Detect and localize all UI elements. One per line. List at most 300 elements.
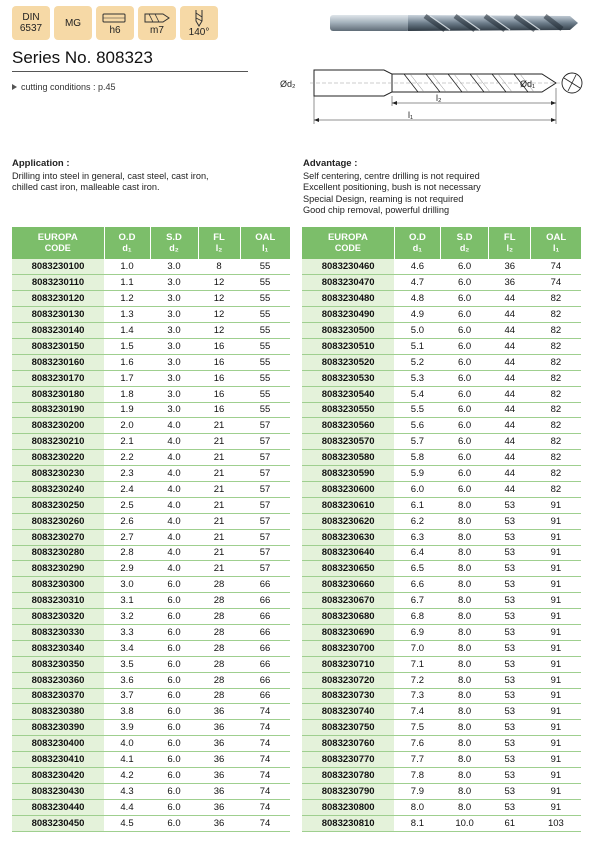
advantage-line: Excellent positioning, bush is not necessary bbox=[303, 182, 481, 192]
cell-shank-diameter: 8.0 bbox=[440, 704, 488, 720]
series-title: Series No. 808323 bbox=[12, 48, 153, 67]
cell-overall-length: 74 bbox=[240, 736, 290, 752]
cell-europa-code: 8083230380 bbox=[12, 704, 104, 720]
cell-europa-code: 8083230370 bbox=[12, 688, 104, 704]
cell-outer-diameter: 5.2 bbox=[394, 354, 440, 370]
table-row bbox=[12, 338, 290, 354]
cell-overall-length: 82 bbox=[531, 386, 581, 402]
table-row bbox=[12, 768, 290, 784]
cell-overall-length: 66 bbox=[240, 656, 290, 672]
cell-outer-diameter: 5.5 bbox=[394, 402, 440, 418]
cell-shank-diameter: 6.0 bbox=[440, 323, 488, 339]
table-row bbox=[12, 640, 290, 656]
cell-overall-length: 91 bbox=[531, 545, 581, 561]
cell-shank-diameter: 6.0 bbox=[440, 481, 488, 497]
cell-outer-diameter: 3.8 bbox=[104, 704, 150, 720]
cell-outer-diameter: 1.5 bbox=[104, 338, 150, 354]
cell-outer-diameter: 5.6 bbox=[394, 418, 440, 434]
cell-overall-length: 55 bbox=[240, 307, 290, 323]
cell-flute-length: 28 bbox=[198, 656, 240, 672]
cell-europa-code: 8083230510 bbox=[302, 338, 394, 354]
cell-shank-diameter: 8.0 bbox=[440, 561, 488, 577]
cell-overall-length: 91 bbox=[531, 720, 581, 736]
shank-tolerance-label: h6 bbox=[109, 24, 121, 36]
cell-shank-diameter: 4.0 bbox=[150, 418, 198, 434]
table-row bbox=[302, 466, 581, 482]
table-row bbox=[302, 513, 581, 529]
cell-outer-diameter: 7.6 bbox=[394, 736, 440, 752]
table-row bbox=[302, 720, 581, 736]
cell-outer-diameter: 2.6 bbox=[104, 513, 150, 529]
cell-flute-length: 36 bbox=[489, 259, 531, 275]
cell-shank-diameter: 6.0 bbox=[150, 704, 198, 720]
cell-europa-code: 8083230480 bbox=[302, 291, 394, 307]
cell-europa-code: 8083230720 bbox=[302, 672, 394, 688]
cell-flute-length: 16 bbox=[198, 386, 240, 402]
cell-overall-length: 66 bbox=[240, 640, 290, 656]
cell-europa-code: 8083230140 bbox=[12, 323, 104, 339]
cell-shank-diameter: 8.0 bbox=[440, 752, 488, 768]
cell-overall-length: 57 bbox=[240, 481, 290, 497]
cell-europa-code: 8083230800 bbox=[302, 799, 394, 815]
cell-flute-length: 36 bbox=[198, 704, 240, 720]
cell-overall-length: 91 bbox=[531, 752, 581, 768]
cell-europa-code: 8083230260 bbox=[12, 513, 104, 529]
table-row bbox=[302, 624, 581, 640]
cell-europa-code: 8083230360 bbox=[12, 672, 104, 688]
col-europa-code: EUROPA CODE bbox=[302, 227, 394, 259]
cell-europa-code: 8083230790 bbox=[302, 783, 394, 799]
cell-europa-code: 8083230550 bbox=[302, 402, 394, 418]
cell-outer-diameter: 2.0 bbox=[104, 418, 150, 434]
col-flute-length: FL l₂ bbox=[489, 227, 531, 259]
cell-europa-code: 8083230190 bbox=[12, 402, 104, 418]
table-row bbox=[12, 609, 290, 625]
cell-europa-code: 8083230520 bbox=[302, 354, 394, 370]
cell-shank-diameter: 8.0 bbox=[440, 768, 488, 784]
diagram-label-l2: l₂ bbox=[436, 93, 442, 103]
table-row bbox=[12, 418, 290, 434]
cell-outer-diameter: 6.0 bbox=[394, 481, 440, 497]
cell-flute-length: 21 bbox=[198, 418, 240, 434]
cell-flute-length: 53 bbox=[489, 545, 531, 561]
cell-overall-length: 57 bbox=[240, 561, 290, 577]
cell-shank-diameter: 4.0 bbox=[150, 545, 198, 561]
cell-flute-length: 16 bbox=[198, 354, 240, 370]
cell-overall-length: 82 bbox=[531, 323, 581, 339]
cell-overall-length: 74 bbox=[240, 799, 290, 815]
table-row bbox=[302, 259, 581, 275]
table-row bbox=[12, 688, 290, 704]
cell-overall-length: 66 bbox=[240, 624, 290, 640]
cell-shank-diameter: 6.0 bbox=[150, 752, 198, 768]
cell-flute-length: 36 bbox=[198, 815, 240, 831]
cell-flute-length: 44 bbox=[489, 370, 531, 386]
cell-shank-diameter: 6.0 bbox=[440, 402, 488, 418]
cell-shank-diameter: 3.0 bbox=[150, 307, 198, 323]
table-row bbox=[302, 291, 581, 307]
cell-overall-length: 82 bbox=[531, 466, 581, 482]
cell-flute-length: 61 bbox=[489, 815, 531, 831]
cell-flute-length: 53 bbox=[489, 752, 531, 768]
table-row bbox=[12, 704, 290, 720]
cell-flute-length: 36 bbox=[198, 752, 240, 768]
table-row bbox=[302, 783, 581, 799]
cell-europa-code: 8083230450 bbox=[12, 815, 104, 831]
table-row bbox=[302, 275, 581, 291]
col-shank-diameter: S.D d₂ bbox=[150, 227, 198, 259]
drill-tolerance-badge bbox=[138, 6, 176, 40]
cell-flute-length: 53 bbox=[489, 768, 531, 784]
cell-europa-code: 8083230620 bbox=[302, 513, 394, 529]
table-row bbox=[12, 434, 290, 450]
cell-overall-length: 82 bbox=[531, 291, 581, 307]
cell-shank-diameter: 6.0 bbox=[440, 338, 488, 354]
cell-shank-diameter: 6.0 bbox=[150, 672, 198, 688]
cell-outer-diameter: 3.4 bbox=[104, 640, 150, 656]
cell-shank-diameter: 8.0 bbox=[440, 799, 488, 815]
advantage-line: Special Design, reaming is not required bbox=[303, 193, 464, 204]
cell-outer-diameter: 8.1 bbox=[394, 815, 440, 831]
cell-flute-length: 28 bbox=[198, 593, 240, 609]
table-row bbox=[302, 640, 581, 656]
cell-europa-code: 8083230730 bbox=[302, 688, 394, 704]
cell-shank-diameter: 6.0 bbox=[150, 593, 198, 609]
cell-outer-diameter: 1.8 bbox=[104, 386, 150, 402]
cell-outer-diameter: 3.5 bbox=[104, 656, 150, 672]
cell-outer-diameter: 1.4 bbox=[104, 323, 150, 339]
cell-flute-length: 28 bbox=[198, 609, 240, 625]
cell-europa-code: 8083230690 bbox=[302, 624, 394, 640]
cell-europa-code: 8083230170 bbox=[12, 370, 104, 386]
cell-flute-length: 44 bbox=[489, 434, 531, 450]
cell-europa-code: 8083230320 bbox=[12, 609, 104, 625]
cell-shank-diameter: 6.0 bbox=[150, 736, 198, 752]
table-row bbox=[12, 529, 290, 545]
cell-outer-diameter: 7.7 bbox=[394, 752, 440, 768]
cell-shank-diameter: 8.0 bbox=[440, 720, 488, 736]
cell-flute-length: 12 bbox=[198, 275, 240, 291]
table-row bbox=[302, 561, 581, 577]
table-row bbox=[12, 466, 290, 482]
cell-europa-code: 8083230660 bbox=[302, 577, 394, 593]
cell-europa-code: 8083230760 bbox=[302, 736, 394, 752]
cell-overall-length: 74 bbox=[240, 704, 290, 720]
application-line: Drilling into steel in general, cast steel, cast iron, bbox=[12, 170, 209, 181]
cell-outer-diameter: 7.2 bbox=[394, 672, 440, 688]
table-row bbox=[12, 450, 290, 466]
cell-shank-diameter: 6.0 bbox=[150, 815, 198, 831]
cell-europa-code: 8083230130 bbox=[12, 307, 104, 323]
cell-outer-diameter: 1.6 bbox=[104, 354, 150, 370]
table-row bbox=[302, 656, 581, 672]
cell-overall-length: 57 bbox=[240, 545, 290, 561]
cell-shank-diameter: 3.0 bbox=[150, 370, 198, 386]
cell-shank-diameter: 6.0 bbox=[440, 418, 488, 434]
point-angle-badge bbox=[180, 6, 218, 40]
cell-outer-diameter: 3.0 bbox=[104, 577, 150, 593]
cell-europa-code: 8083230500 bbox=[302, 323, 394, 339]
table-row bbox=[302, 736, 581, 752]
table-row bbox=[302, 672, 581, 688]
cell-europa-code: 8083230540 bbox=[302, 386, 394, 402]
cell-europa-code: 8083230640 bbox=[302, 545, 394, 561]
cell-europa-code: 8083230160 bbox=[12, 354, 104, 370]
cell-europa-code: 8083230290 bbox=[12, 561, 104, 577]
cell-overall-length: 74 bbox=[240, 783, 290, 799]
cell-europa-code: 8083230430 bbox=[12, 783, 104, 799]
cell-outer-diameter: 4.3 bbox=[104, 783, 150, 799]
cell-flute-length: 53 bbox=[489, 577, 531, 593]
table-row bbox=[12, 545, 290, 561]
cell-overall-length: 57 bbox=[240, 497, 290, 513]
cell-outer-diameter: 1.2 bbox=[104, 291, 150, 307]
cell-europa-code: 8083230210 bbox=[12, 434, 104, 450]
cell-flute-length: 53 bbox=[489, 799, 531, 815]
table-row bbox=[12, 275, 290, 291]
cell-overall-length: 91 bbox=[531, 561, 581, 577]
cell-overall-length: 74 bbox=[240, 720, 290, 736]
cell-flute-length: 53 bbox=[489, 704, 531, 720]
table-row bbox=[12, 402, 290, 418]
cell-europa-code: 8083230680 bbox=[302, 609, 394, 625]
cell-overall-length: 55 bbox=[240, 370, 290, 386]
cell-overall-length: 91 bbox=[531, 688, 581, 704]
cell-shank-diameter: 6.0 bbox=[440, 354, 488, 370]
table-row bbox=[12, 561, 290, 577]
product-table-left bbox=[12, 227, 290, 832]
cell-shank-diameter: 6.0 bbox=[150, 656, 198, 672]
cell-shank-diameter: 6.0 bbox=[440, 275, 488, 291]
table-row bbox=[12, 370, 290, 386]
cell-europa-code: 8083230340 bbox=[12, 640, 104, 656]
application-heading: Application : bbox=[12, 158, 70, 169]
cell-overall-length: 57 bbox=[240, 418, 290, 434]
arrow-right-icon bbox=[12, 84, 17, 90]
cell-outer-diameter: 2.7 bbox=[104, 529, 150, 545]
cell-europa-code: 8083230410 bbox=[12, 752, 104, 768]
table-body bbox=[302, 259, 581, 831]
cell-europa-code: 8083230310 bbox=[12, 593, 104, 609]
cell-flute-length: 8 bbox=[198, 259, 240, 275]
cell-overall-length: 91 bbox=[531, 736, 581, 752]
cell-europa-code: 8083230460 bbox=[302, 259, 394, 275]
din-badge-line1: DIN bbox=[22, 12, 40, 23]
cell-overall-length: 82 bbox=[531, 481, 581, 497]
cell-flute-length: 53 bbox=[489, 656, 531, 672]
cell-outer-diameter: 3.9 bbox=[104, 720, 150, 736]
diagram-label-d2: Ød₂ bbox=[280, 79, 296, 89]
cell-outer-diameter: 4.5 bbox=[104, 815, 150, 831]
cell-shank-diameter: 6.0 bbox=[440, 386, 488, 402]
cell-flute-length: 36 bbox=[198, 768, 240, 784]
col-flute-length: FL l₂ bbox=[198, 227, 240, 259]
cell-shank-diameter: 3.0 bbox=[150, 402, 198, 418]
table-row bbox=[302, 402, 581, 418]
cell-flute-length: 44 bbox=[489, 402, 531, 418]
cell-overall-length: 91 bbox=[531, 799, 581, 815]
cell-shank-diameter: 8.0 bbox=[440, 783, 488, 799]
cell-shank-diameter: 6.0 bbox=[440, 259, 488, 275]
cell-overall-length: 66 bbox=[240, 672, 290, 688]
cell-outer-diameter: 2.4 bbox=[104, 481, 150, 497]
cell-europa-code: 8083230770 bbox=[302, 752, 394, 768]
cell-shank-diameter: 3.0 bbox=[150, 323, 198, 339]
cell-shank-diameter: 4.0 bbox=[150, 561, 198, 577]
cell-overall-length: 66 bbox=[240, 609, 290, 625]
cell-flute-length: 53 bbox=[489, 609, 531, 625]
cell-shank-diameter: 6.0 bbox=[150, 768, 198, 784]
cell-outer-diameter: 1.0 bbox=[104, 259, 150, 275]
cell-outer-diameter: 5.4 bbox=[394, 386, 440, 402]
title-divider bbox=[12, 71, 248, 72]
table-row bbox=[302, 323, 581, 339]
cell-flute-length: 44 bbox=[489, 386, 531, 402]
drill-tolerance-icon bbox=[143, 11, 171, 25]
cell-shank-diameter: 6.0 bbox=[440, 466, 488, 482]
col-outer-diameter: O.D d₁ bbox=[394, 227, 440, 259]
shank-icon bbox=[101, 11, 129, 25]
cell-flute-length: 16 bbox=[198, 338, 240, 354]
cell-shank-diameter: 6.0 bbox=[150, 688, 198, 704]
cell-europa-code: 8083230740 bbox=[302, 704, 394, 720]
cell-outer-diameter: 1.7 bbox=[104, 370, 150, 386]
cell-outer-diameter: 4.2 bbox=[104, 768, 150, 784]
cell-outer-diameter: 6.6 bbox=[394, 577, 440, 593]
table-row bbox=[12, 815, 290, 831]
cell-europa-code: 8083230100 bbox=[12, 259, 104, 275]
cell-shank-diameter: 4.0 bbox=[150, 450, 198, 466]
cell-shank-diameter: 8.0 bbox=[440, 497, 488, 513]
cell-europa-code: 8083230810 bbox=[302, 815, 394, 831]
cell-shank-diameter: 4.0 bbox=[150, 529, 198, 545]
cell-flute-length: 44 bbox=[489, 307, 531, 323]
cell-flute-length: 44 bbox=[489, 481, 531, 497]
cell-europa-code: 8083230610 bbox=[302, 497, 394, 513]
table-row bbox=[302, 481, 581, 497]
cell-overall-length: 55 bbox=[240, 386, 290, 402]
cell-flute-length: 12 bbox=[198, 291, 240, 307]
application-section bbox=[12, 158, 282, 194]
cell-europa-code: 8083230240 bbox=[12, 481, 104, 497]
table-row bbox=[12, 736, 290, 752]
cell-shank-diameter: 8.0 bbox=[440, 529, 488, 545]
cell-overall-length: 91 bbox=[531, 656, 581, 672]
table-row bbox=[12, 291, 290, 307]
cell-outer-diameter: 7.8 bbox=[394, 768, 440, 784]
cell-shank-diameter: 4.0 bbox=[150, 513, 198, 529]
cell-outer-diameter: 7.1 bbox=[394, 656, 440, 672]
table-row bbox=[302, 577, 581, 593]
cell-overall-length: 57 bbox=[240, 466, 290, 482]
cell-outer-diameter: 6.3 bbox=[394, 529, 440, 545]
cell-overall-length: 74 bbox=[240, 815, 290, 831]
cell-outer-diameter: 5.1 bbox=[394, 338, 440, 354]
cell-overall-length: 91 bbox=[531, 529, 581, 545]
table-row bbox=[12, 481, 290, 497]
col-outer-diameter: O.D d₁ bbox=[104, 227, 150, 259]
table-row bbox=[302, 768, 581, 784]
cell-flute-length: 28 bbox=[198, 640, 240, 656]
cell-flute-length: 16 bbox=[198, 370, 240, 386]
cell-flute-length: 44 bbox=[489, 291, 531, 307]
cell-outer-diameter: 1.1 bbox=[104, 275, 150, 291]
table-row bbox=[12, 783, 290, 799]
cell-shank-diameter: 3.0 bbox=[150, 354, 198, 370]
cell-europa-code: 8083230400 bbox=[12, 736, 104, 752]
cell-outer-diameter: 7.0 bbox=[394, 640, 440, 656]
cell-overall-length: 55 bbox=[240, 259, 290, 275]
cell-outer-diameter: 5.7 bbox=[394, 434, 440, 450]
cell-overall-length: 91 bbox=[531, 577, 581, 593]
cell-overall-length: 82 bbox=[531, 418, 581, 434]
cell-outer-diameter: 4.4 bbox=[104, 799, 150, 815]
cell-flute-length: 28 bbox=[198, 577, 240, 593]
col-shank-diameter: S.D d₂ bbox=[440, 227, 488, 259]
table-row bbox=[12, 497, 290, 513]
cell-flute-length: 36 bbox=[198, 736, 240, 752]
table-row bbox=[302, 545, 581, 561]
diagram-label-d1: Ød₁ bbox=[520, 79, 536, 89]
cell-shank-diameter: 6.0 bbox=[440, 291, 488, 307]
cell-overall-length: 55 bbox=[240, 402, 290, 418]
cell-shank-diameter: 3.0 bbox=[150, 259, 198, 275]
cell-shank-diameter: 3.0 bbox=[150, 386, 198, 402]
cell-overall-length: 103 bbox=[531, 815, 581, 831]
cell-overall-length: 55 bbox=[240, 323, 290, 339]
cell-flute-length: 21 bbox=[198, 529, 240, 545]
cell-europa-code: 8083230420 bbox=[12, 768, 104, 784]
table-row bbox=[12, 323, 290, 339]
table-header bbox=[302, 227, 581, 259]
cell-europa-code: 8083230580 bbox=[302, 450, 394, 466]
cutting-conditions-link[interactable] bbox=[12, 82, 116, 92]
cell-overall-length: 55 bbox=[240, 354, 290, 370]
cell-overall-length: 55 bbox=[240, 275, 290, 291]
table-row bbox=[12, 624, 290, 640]
cell-outer-diameter: 2.1 bbox=[104, 434, 150, 450]
cell-europa-code: 8083230230 bbox=[12, 466, 104, 482]
cell-shank-diameter: 4.0 bbox=[150, 481, 198, 497]
cell-overall-length: 82 bbox=[531, 370, 581, 386]
cell-europa-code: 8083230570 bbox=[302, 434, 394, 450]
cell-flute-length: 16 bbox=[198, 402, 240, 418]
table-row bbox=[302, 609, 581, 625]
cell-outer-diameter: 6.7 bbox=[394, 593, 440, 609]
cell-shank-diameter: 6.0 bbox=[150, 624, 198, 640]
advantage-line: Good chip removal, powerful drilling bbox=[303, 205, 450, 215]
cell-europa-code: 8083230670 bbox=[302, 593, 394, 609]
cell-flute-length: 12 bbox=[198, 307, 240, 323]
cell-shank-diameter: 6.0 bbox=[440, 307, 488, 323]
cell-outer-diameter: 4.9 bbox=[394, 307, 440, 323]
advantage-section bbox=[303, 158, 583, 217]
cell-outer-diameter: 6.1 bbox=[394, 497, 440, 513]
cell-flute-length: 21 bbox=[198, 513, 240, 529]
cell-europa-code: 8083230650 bbox=[302, 561, 394, 577]
cell-overall-length: 82 bbox=[531, 338, 581, 354]
advantage-heading: Advantage : bbox=[303, 158, 358, 169]
cell-outer-diameter: 4.6 bbox=[394, 259, 440, 275]
cell-overall-length: 55 bbox=[240, 291, 290, 307]
cell-outer-diameter: 8.0 bbox=[394, 799, 440, 815]
cell-shank-diameter: 8.0 bbox=[440, 545, 488, 561]
material-badge-label: MG bbox=[64, 17, 82, 29]
cell-europa-code: 8083230270 bbox=[12, 529, 104, 545]
cell-shank-diameter: 8.0 bbox=[440, 609, 488, 625]
cell-shank-diameter: 8.0 bbox=[440, 736, 488, 752]
table-row bbox=[302, 386, 581, 402]
